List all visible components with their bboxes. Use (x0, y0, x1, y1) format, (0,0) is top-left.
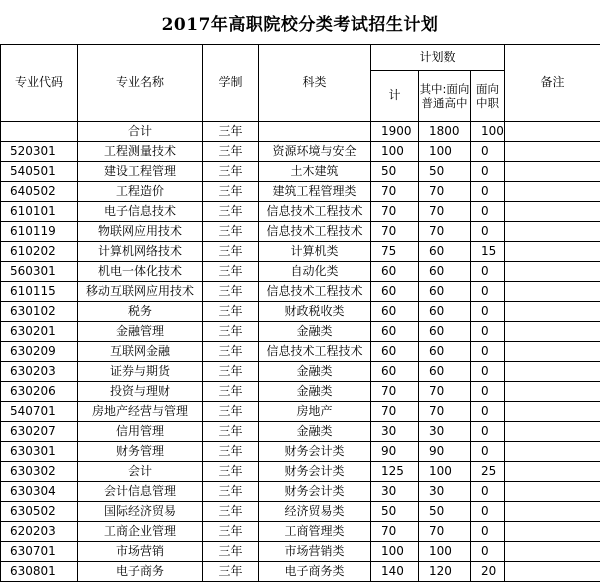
cell-vocational: 0 (471, 342, 505, 362)
cell-category: 金融类 (259, 322, 371, 342)
cell-note (505, 382, 600, 402)
cell-system: 三年 (203, 562, 259, 582)
cell-note (505, 142, 600, 162)
cell-name: 工程测量技术 (78, 142, 203, 162)
cell-note (505, 522, 600, 542)
cell-category: 财务会计类 (259, 482, 371, 502)
cell-total: 50 (371, 162, 419, 182)
cell-name: 电子商务 (78, 562, 203, 582)
cell-name: 房地产经营与管理 (78, 402, 203, 422)
table-row (1, 502, 600, 522)
cell-general: 60 (419, 282, 471, 302)
cell-system: 三年 (203, 302, 259, 322)
cell-vocational: 0 (471, 222, 505, 242)
cell-note (505, 282, 600, 302)
cell-name: 市场营销 (78, 542, 203, 562)
cell-vocational: 0 (471, 262, 505, 282)
cell-note (505, 502, 600, 522)
cell-name: 计算机网络技术 (78, 242, 203, 262)
cell-name: 金融管理 (78, 322, 203, 342)
cell-name: 工商企业管理 (78, 522, 203, 542)
cell-general: 60 (419, 302, 471, 322)
header-general-high: 其中:面向普通高中 (419, 71, 471, 122)
cell-name: 电子信息技术 (78, 202, 203, 222)
cell-system: 三年 (203, 262, 259, 282)
cell-category: 财务会计类 (259, 462, 371, 482)
cell-vocational: 20 (471, 562, 505, 582)
cell-general: 30 (419, 482, 471, 502)
cell-general: 60 (419, 242, 471, 262)
cell-category: 信息技术工程技术 (259, 222, 371, 242)
cell-total: 100 (371, 542, 419, 562)
cell-note (505, 442, 600, 462)
summary-general: 1800 (419, 122, 471, 142)
cell-total: 70 (371, 402, 419, 422)
cell-vocational: 0 (471, 482, 505, 502)
cell-vocational: 0 (471, 162, 505, 182)
cell-category: 自动化类 (259, 262, 371, 282)
cell-note (505, 242, 600, 262)
cell-system: 三年 (203, 482, 259, 502)
table-row (1, 202, 600, 222)
cell-total: 60 (371, 342, 419, 362)
cell-code: 560301 (1, 262, 78, 282)
cell-vocational: 25 (471, 462, 505, 482)
cell-system: 三年 (203, 142, 259, 162)
cell-general: 70 (419, 182, 471, 202)
summary-vocational: 100 (471, 122, 505, 142)
cell-general: 70 (419, 402, 471, 422)
cell-system: 三年 (203, 222, 259, 242)
cell-name: 机电一体化技术 (78, 262, 203, 282)
header-plan-group: 计划数 (371, 45, 505, 71)
cell-system: 三年 (203, 202, 259, 222)
cell-note (505, 182, 600, 202)
cell-vocational: 0 (471, 302, 505, 322)
cell-total: 90 (371, 442, 419, 462)
cell-code: 630201 (1, 322, 78, 342)
cell-total: 30 (371, 422, 419, 442)
cell-system: 三年 (203, 422, 259, 442)
cell-general: 70 (419, 222, 471, 242)
summary-label: 合计 (78, 122, 203, 142)
cell-total: 50 (371, 502, 419, 522)
cell-total: 75 (371, 242, 419, 262)
cell-total: 60 (371, 282, 419, 302)
cell-total: 70 (371, 522, 419, 542)
cell-total: 30 (371, 482, 419, 502)
cell-vocational: 0 (471, 522, 505, 542)
cell-total: 100 (371, 142, 419, 162)
cell-vocational: 15 (471, 242, 505, 262)
cell-total: 70 (371, 222, 419, 242)
cell-category: 计算机类 (259, 242, 371, 262)
cell-general: 100 (419, 462, 471, 482)
cell-note (505, 542, 600, 562)
table-row (1, 522, 600, 542)
cell-total: 70 (371, 202, 419, 222)
cell-name: 国际经济贸易 (78, 502, 203, 522)
cell-vocational: 0 (471, 442, 505, 462)
cell-system: 三年 (203, 282, 259, 302)
cell-system: 三年 (203, 442, 259, 462)
cell-general: 50 (419, 502, 471, 522)
cell-vocational: 0 (471, 422, 505, 442)
summary-system: 三年 (203, 122, 259, 142)
cell-vocational: 0 (471, 382, 505, 402)
table-row (1, 242, 600, 262)
cell-note (505, 422, 600, 442)
cell-general: 100 (419, 542, 471, 562)
summary-category (259, 122, 371, 142)
cell-system: 三年 (203, 462, 259, 482)
cell-system: 三年 (203, 362, 259, 382)
table-row (1, 262, 600, 282)
table-row (1, 362, 600, 382)
cell-code: 630801 (1, 562, 78, 582)
cell-code: 540501 (1, 162, 78, 182)
cell-name: 建设工程管理 (78, 162, 203, 182)
table-row (1, 142, 600, 162)
cell-vocational: 0 (471, 502, 505, 522)
cell-vocational: 0 (471, 142, 505, 162)
cell-vocational: 0 (471, 402, 505, 422)
summary-note (505, 122, 600, 142)
cell-note (505, 202, 600, 222)
cell-note (505, 162, 600, 182)
cell-code: 640502 (1, 182, 78, 202)
cell-general: 100 (419, 142, 471, 162)
cell-code: 630502 (1, 502, 78, 522)
cell-category: 信息技术工程技术 (259, 282, 371, 302)
cell-category: 房地产 (259, 402, 371, 422)
cell-vocational: 0 (471, 362, 505, 382)
summary-code (1, 122, 78, 142)
cell-general: 70 (419, 202, 471, 222)
cell-general: 120 (419, 562, 471, 582)
cell-general: 90 (419, 442, 471, 462)
summary-row (1, 122, 600, 142)
cell-name: 互联网金融 (78, 342, 203, 362)
cell-category: 土木建筑 (259, 162, 371, 182)
cell-system: 三年 (203, 542, 259, 562)
cell-code: 630209 (1, 342, 78, 362)
cell-category: 金融类 (259, 382, 371, 402)
cell-total: 70 (371, 182, 419, 202)
table-row (1, 182, 600, 202)
cell-code: 630302 (1, 462, 78, 482)
table-row (1, 422, 600, 442)
cell-total: 60 (371, 322, 419, 342)
summary-total: 1900 (371, 122, 419, 142)
cell-total: 140 (371, 562, 419, 582)
cell-name: 证券与期货 (78, 362, 203, 382)
cell-system: 三年 (203, 182, 259, 202)
cell-system: 三年 (203, 402, 259, 422)
cell-code: 630203 (1, 362, 78, 382)
cell-code: 620203 (1, 522, 78, 542)
cell-category: 经济贸易类 (259, 502, 371, 522)
cell-vocational: 0 (471, 282, 505, 302)
header-name: 专业名称 (78, 45, 203, 122)
cell-note (505, 482, 600, 502)
cell-category: 资源环境与安全 (259, 142, 371, 162)
cell-code: 540701 (1, 402, 78, 422)
cell-system: 三年 (203, 502, 259, 522)
cell-code: 630701 (1, 542, 78, 562)
cell-name: 税务 (78, 302, 203, 322)
cell-category: 电子商务类 (259, 562, 371, 582)
table-row (1, 542, 600, 562)
cell-category: 建筑工程管理类 (259, 182, 371, 202)
cell-note (505, 342, 600, 362)
cell-system: 三年 (203, 382, 259, 402)
table-row (1, 342, 600, 362)
cell-vocational: 0 (471, 182, 505, 202)
cell-code: 630207 (1, 422, 78, 442)
cell-system: 三年 (203, 322, 259, 342)
cell-general: 50 (419, 162, 471, 182)
cell-code: 520301 (1, 142, 78, 162)
table-row (1, 482, 600, 502)
cell-name: 工程造价 (78, 182, 203, 202)
cell-code: 630301 (1, 442, 78, 462)
cell-general: 30 (419, 422, 471, 442)
header-system: 学制 (203, 45, 259, 122)
table-row (1, 442, 600, 462)
cell-name: 物联网应用技术 (78, 222, 203, 242)
cell-code: 610115 (1, 282, 78, 302)
header-note: 备注 (505, 45, 600, 122)
cell-note (505, 562, 600, 582)
cell-category: 信息技术工程技术 (259, 202, 371, 222)
cell-vocational: 0 (471, 322, 505, 342)
cell-general: 60 (419, 262, 471, 282)
table-row (1, 382, 600, 402)
document-title: 2017年高职院校分类考试招生计划 (0, 0, 600, 44)
cell-general: 60 (419, 322, 471, 342)
table-row (1, 562, 600, 582)
cell-code: 630304 (1, 482, 78, 502)
cell-code: 630102 (1, 302, 78, 322)
cell-total: 125 (371, 462, 419, 482)
cell-system: 三年 (203, 522, 259, 542)
cell-note (505, 462, 600, 482)
cell-system: 三年 (203, 242, 259, 262)
cell-general: 70 (419, 382, 471, 402)
cell-name: 信用管理 (78, 422, 203, 442)
table-row (1, 162, 600, 182)
cell-category: 市场营销类 (259, 542, 371, 562)
cell-vocational: 0 (471, 542, 505, 562)
cell-note (505, 302, 600, 322)
header-code: 专业代码 (1, 45, 78, 122)
cell-vocational: 0 (471, 202, 505, 222)
cell-code: 630206 (1, 382, 78, 402)
enrollment-plan-table (0, 44, 600, 582)
cell-category: 金融类 (259, 362, 371, 382)
cell-note (505, 322, 600, 342)
cell-name: 投资与理财 (78, 382, 203, 402)
cell-total: 70 (371, 382, 419, 402)
cell-note (505, 262, 600, 282)
cell-general: 60 (419, 362, 471, 382)
table-row (1, 222, 600, 242)
table-row (1, 302, 600, 322)
cell-code: 610202 (1, 242, 78, 262)
cell-general: 60 (419, 342, 471, 362)
table-row (1, 402, 600, 422)
table-row (1, 322, 600, 342)
table-row (1, 462, 600, 482)
cell-name: 财务管理 (78, 442, 203, 462)
cell-note (505, 402, 600, 422)
header-category: 科类 (259, 45, 371, 122)
cell-category: 财政税收类 (259, 302, 371, 322)
cell-name: 会计信息管理 (78, 482, 203, 502)
cell-note (505, 362, 600, 382)
cell-name: 会计 (78, 462, 203, 482)
cell-code: 610119 (1, 222, 78, 242)
cell-category: 金融类 (259, 422, 371, 442)
table-row (1, 282, 600, 302)
cell-total: 60 (371, 362, 419, 382)
cell-category: 工商管理类 (259, 522, 371, 542)
cell-system: 三年 (203, 162, 259, 182)
cell-general: 70 (419, 522, 471, 542)
cell-total: 60 (371, 302, 419, 322)
header-vocational: 面向中职 (471, 71, 505, 122)
cell-system: 三年 (203, 342, 259, 362)
cell-name: 移动互联网应用技术 (78, 282, 203, 302)
header-total: 计 (371, 71, 419, 122)
cell-category: 信息技术工程技术 (259, 342, 371, 362)
cell-category: 财务会计类 (259, 442, 371, 462)
cell-code: 610101 (1, 202, 78, 222)
cell-total: 60 (371, 262, 419, 282)
cell-note (505, 222, 600, 242)
